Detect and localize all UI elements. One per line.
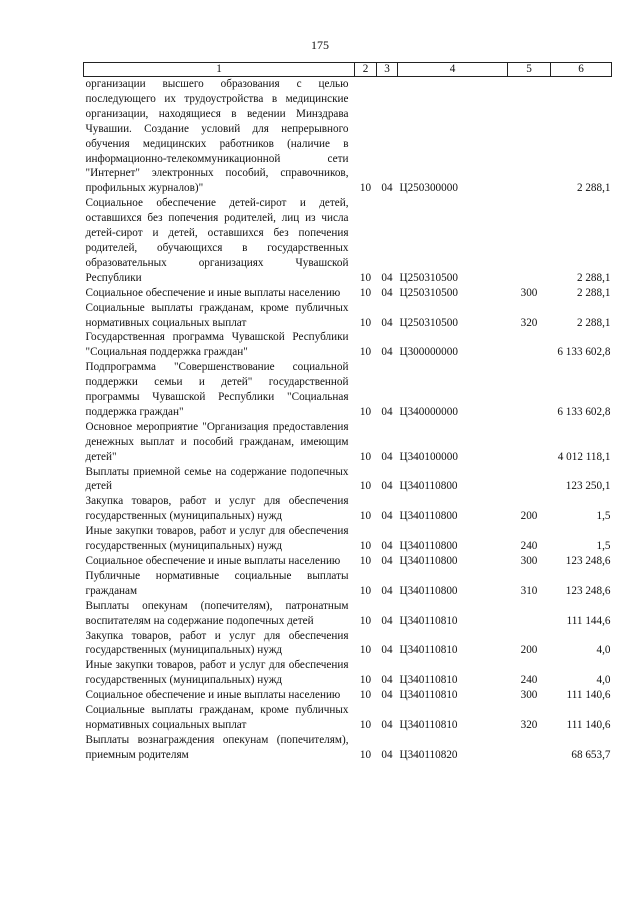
row-name: Социальное обеспечение и иные выплаты населению (85, 555, 341, 567)
row-subsection: 04 (381, 405, 393, 418)
row-expense-type (508, 330, 551, 360)
row-name: Социальное обеспечение и иные выплаты населению (85, 689, 341, 702)
row-expense-type: 240 (520, 540, 538, 553)
row-section: 10 (359, 510, 372, 523)
row-expense-type (508, 465, 551, 495)
row-name: Основное мероприятие "Организация предоставления денежных выплат и пособий гражданам, имеющим детей" (85, 420, 349, 463)
row-amount: 2 288,1 (576, 182, 611, 195)
row-name: Закупка товаров, работ и услуг для обеспечения государственных (муниципальных) нужд (85, 495, 349, 523)
row-target-code: Ц340110800 (399, 510, 458, 523)
row-subsection: 04 (381, 644, 393, 657)
header-row (84, 63, 612, 77)
budget-table (83, 62, 612, 763)
row-subsection: 04 (381, 614, 393, 627)
row-expense-type (508, 77, 551, 197)
row-amount: 111 140,6 (566, 718, 611, 731)
row-expense-type: 300 (520, 286, 538, 299)
row-amount: 2 288,1 (576, 316, 611, 329)
row-name: Государственная программа Чувашской Республики "Социальная поддержка граждан" (85, 331, 349, 359)
table-row (84, 196, 612, 285)
header-col-5: 5 (508, 63, 551, 77)
table-body (84, 77, 612, 763)
table-row (84, 360, 612, 420)
row-amount: 123 250,1 (565, 480, 611, 493)
row-name: Выплаты опекунам (попечителям), патронатным воспитателям на содержание подопечных детей (85, 599, 349, 627)
table-row (84, 658, 612, 688)
row-subsection: 04 (381, 555, 393, 567)
row-amount: 4 012 118,1 (557, 450, 611, 463)
row-section: 10 (359, 614, 372, 627)
row-target-code: Ц340110800 (399, 540, 458, 553)
row-amount: 68 653,7 (571, 748, 611, 761)
header-col-4: 4 (398, 63, 508, 77)
row-subsection: 04 (381, 584, 393, 597)
row-target-code: Ц340110800 (399, 480, 458, 493)
row-subsection: 04 (381, 316, 393, 329)
table-row (84, 77, 612, 197)
header-col-3: 3 (377, 63, 398, 77)
row-expense-type (508, 196, 551, 285)
row-section: 10 (359, 555, 372, 567)
row-amount: 6 133 602,8 (557, 405, 611, 418)
row-expense-type: 310 (520, 584, 538, 597)
row-amount: 111 144,6 (566, 614, 611, 627)
row-amount: 6 133 602,8 (557, 346, 611, 359)
header-col-6: 6 (551, 63, 612, 77)
row-amount: 111 140,6 (566, 689, 611, 702)
row-expense-type (508, 733, 551, 763)
row-subsection: 04 (381, 271, 393, 284)
row-expense-type: 240 (520, 674, 538, 687)
row-target-code: Ц300000000 (399, 346, 458, 359)
row-target-code: Ц250310500 (399, 316, 458, 329)
row-section: 10 (359, 584, 372, 597)
row-expense-type: 320 (520, 316, 538, 329)
row-name: Подпрограмма "Совершенствование социальной поддержки семьи и детей" государственной программы Чувашской Республики "Социальная поддержка граждан" (85, 361, 349, 418)
table-row (84, 330, 612, 360)
table-row (84, 703, 612, 733)
row-name: организации высшего образования с целью последующего их трудоустройства в медицинские организации, находящиеся в ведении Минздрава Чувашии. Создание условий для непрерывного обучения медицинских работников (наличие в информационно-телекоммуникационной сети "Интернет" электронных пособий, справочников, профильных журналов)" (85, 78, 349, 195)
row-target-code: Ц340110800 (399, 584, 458, 597)
row-target-code: Ц340000000 (399, 405, 458, 418)
row-expense-type: 300 (520, 555, 538, 567)
row-name: Социальные выплаты гражданам, кроме публичных нормативных социальных выплат (85, 301, 349, 329)
table-row (84, 688, 612, 703)
row-subsection: 04 (381, 718, 393, 731)
row-section: 10 (359, 480, 372, 493)
table-row (84, 524, 612, 554)
row-subsection: 04 (381, 748, 393, 761)
row-subsection: 04 (381, 674, 393, 687)
row-name: Публичные нормативные социальные выплаты гражданам (85, 569, 349, 597)
row-target-code: Ц340110810 (399, 644, 458, 657)
row-amount: 123 248,6 (565, 555, 611, 567)
row-section: 10 (359, 316, 372, 329)
row-expense-type (508, 360, 551, 420)
row-section: 10 (359, 405, 372, 418)
row-target-code: Ц340110810 (399, 674, 458, 687)
row-subsection: 04 (381, 689, 393, 702)
row-amount: 1,5 (596, 510, 611, 523)
row-subsection: 04 (381, 510, 393, 523)
row-subsection: 04 (381, 540, 393, 553)
row-section: 10 (359, 644, 372, 657)
table-header (84, 63, 612, 77)
row-name: Выплаты вознаграждения опекунам (попечителям), приемным родителям (85, 733, 349, 761)
row-section: 10 (359, 271, 372, 284)
table-row (84, 494, 612, 524)
row-amount: 123 248,6 (565, 584, 611, 597)
table-row (84, 569, 612, 599)
row-name: Иные закупки товаров, работ и услуг для обеспечения государственных (муниципальных) нужд (85, 525, 349, 553)
row-subsection: 04 (381, 346, 393, 359)
row-section: 10 (359, 674, 372, 687)
row-name: Социальные выплаты гражданам, кроме публичных нормативных социальных выплат (85, 704, 349, 731)
row-target-code: Ц340110820 (399, 748, 458, 761)
row-target-code: Ц250310500 (399, 271, 458, 284)
page-number: 175 (311, 38, 329, 52)
table-row (84, 286, 612, 301)
row-target-code: Ц250310500 (399, 286, 458, 299)
row-section: 10 (359, 748, 372, 761)
row-target-code: Ц340110810 (399, 689, 458, 702)
table-row (84, 301, 612, 331)
table-row (84, 554, 612, 569)
row-section: 10 (359, 540, 372, 553)
row-expense-type: 320 (520, 718, 538, 731)
row-name: Социальное обеспечение и иные выплаты населению (85, 286, 341, 299)
row-subsection: 04 (381, 182, 393, 195)
row-expense-type: 200 (520, 644, 538, 657)
row-name: Иные закупки товаров, работ и услуг для обеспечения государственных (муниципальных) нужд (85, 659, 349, 687)
row-section: 10 (359, 346, 372, 359)
row-target-code: Ц340100000 (399, 450, 458, 463)
row-expense-type (508, 420, 551, 465)
header-col-1: 1 (84, 63, 355, 77)
row-expense-type: 300 (520, 689, 538, 702)
row-expense-type: 200 (520, 510, 538, 523)
row-subsection: 04 (381, 286, 393, 299)
row-name: Социальное обеспечение детей-сирот и детей, оставшихся без попечения родителей, лиц из числа детей-сирот и детей, оставшихся без попечения родителей, обучающихся в государственных образовательных организациях Чувашской Республики (85, 197, 349, 284)
row-section: 10 (359, 689, 372, 702)
row-section: 10 (359, 182, 372, 195)
table-row (84, 465, 612, 495)
row-section: 10 (359, 718, 372, 731)
row-subsection: 04 (381, 450, 393, 463)
row-amount: 2 288,1 (576, 286, 611, 299)
row-target-code: Ц340110810 (399, 614, 458, 627)
row-amount: 4,0 (596, 674, 611, 687)
row-section: 10 (359, 450, 372, 463)
row-target-code: Ц340110800 (399, 555, 458, 567)
row-amount: 1,5 (596, 540, 611, 553)
row-target-code: Ц250300000 (399, 182, 458, 195)
table-row (84, 629, 612, 659)
row-subsection: 04 (381, 480, 393, 493)
row-amount: 2 288,1 (576, 271, 611, 284)
row-section: 10 (359, 286, 372, 299)
row-amount: 4,0 (596, 644, 611, 657)
row-name: Закупка товаров, работ и услуг для обеспечения государственных (муниципальных) нужд (85, 629, 349, 657)
header-col-2: 2 (355, 63, 377, 77)
row-target-code: Ц340110810 (399, 718, 458, 731)
table-row (84, 599, 612, 629)
row-expense-type (508, 599, 551, 629)
table-row (84, 420, 612, 465)
row-name: Выплаты приемной семье на содержание подопечных детей (85, 465, 349, 493)
table-row (84, 733, 612, 763)
